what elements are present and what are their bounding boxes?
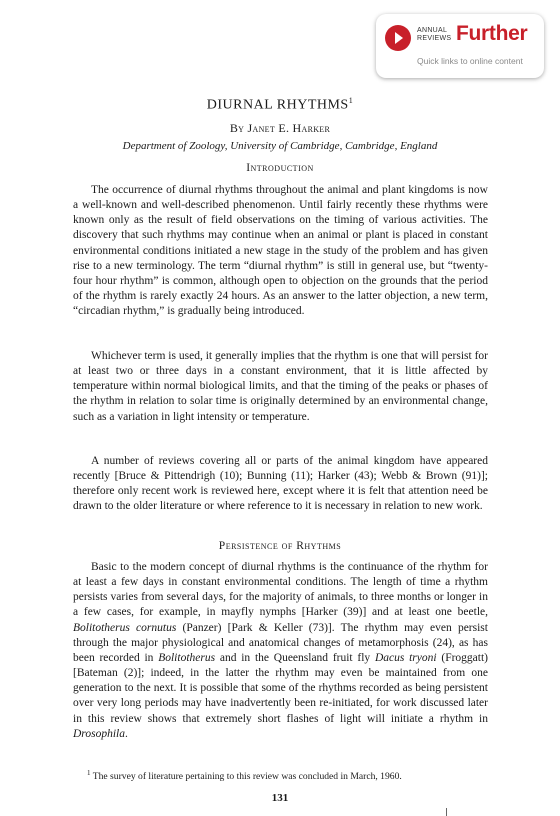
affiliation: Department of Zoology, University of Cambridge, Cambridge, England <box>122 140 438 152</box>
article-title <box>0 96 560 114</box>
species-bolitotherus-cornutus: Bolitotherus cornutus <box>73 621 177 634</box>
footnote-text: The survey of literature pertaining to this review was concluded in March, 1960. <box>92 771 402 783</box>
paragraph-3: A number of reviews covering all or parts of the animal kingdom have appeared recently [Bruce & Pittendrigh (10); Bunning (11); Harker (43); Webb & Brown (91)]; therefore only recent work is reviewed here, except where it is felt that attention need be drawn to the older literature or where reference to it is necessary in relation to new work. <box>73 455 488 513</box>
reviews-text: REVIEWS <box>417 35 452 42</box>
annual-reviews-logo <box>417 27 451 43</box>
footnote <box>73 769 488 782</box>
paragraph-2: Whichever term is used, it generally implies that the rhythm is one that will persist for at least two or three days in a constant environment, that it is little affected by temperature within normal biological limits, and that the timing of the peaks or phases of the rhythm in relation to solar time is originally determined by an environmental change, such as a variation in light intensity or temperature. <box>73 350 488 423</box>
section-heading-persistence: Persistence of Rhythms <box>218 540 342 552</box>
further-label: Further <box>456 22 528 45</box>
paragraph-4-text-e: and in the Queensland fruit fly <box>215 651 375 664</box>
paragraph-4-text-a: Basic to the modern concept of diurnal rhythms is the continuance of the rhythm for at least a few days in constant environmental conditions. The length of time a rhythm persists varies from several days, for the majority of animals, to three months or longer in a few cases, for example, in mayfly nymphs [Harker (39)] and at least one beetle, <box>73 561 488 619</box>
paragraph-4-text-i: . <box>124 727 128 740</box>
paragraph-1: The occurrence of diurnal rhythms throughout the animal and plant kingdoms is now a well-known and well-described phenomenon. Until fairly recently these rhythms were known only as the result of field observations on the timing of various activities. The discovery that such rhythms may continue when an animal or plant is placed in constant environmental conditions initiated a new stage in the study of the problem and has given rise to a new terminology. The term “diurnal rhythm” is still in general use, but “twenty-four hour rhythm” is common, although open to objection on the grounds that the period of the rhythm is rarely exactly 24 hours. As an answer to the latter objection, a new term, “circadian rhythm,” is gradually being introduced. <box>73 184 488 318</box>
article-title-text: DIURNAL RHYTHMS <box>206 97 349 113</box>
genus-drosophila: Drosophila <box>73 727 125 740</box>
paragraph-4 <box>73 560 488 742</box>
genus-bolitotherus: Bolitotherus <box>158 651 216 664</box>
page-number: 131 <box>271 792 289 804</box>
further-subtitle: Quick links to online content <box>417 56 523 66</box>
further-badge[interactable] <box>376 14 544 78</box>
title-footnote-marker: 1 <box>348 96 354 105</box>
author-line: By Janet E. Harker <box>229 121 331 135</box>
play-icon <box>385 25 411 51</box>
paragraph-4-text-c: (Panzer) [Park & Keller (73)]. The rhythm may even persist through the major physiological and anatomical changes of metamorphosis (24), as has been recorded in <box>73 621 488 664</box>
section-heading-introduction: Introduction <box>246 162 314 174</box>
paragraph-4-text-g: (Froggatt) [Bateman (2)]; indeed, in the latter the rhythm may even be maintained from one generation to the next. It is possible that some of the rhythms recorded as being persistent over very long periods may have inadvertently been re-initiated, for work discussed later in this review shows that extremely short flashes of light will initiate a rhythm in <box>73 651 488 725</box>
scan-mark <box>446 808 447 816</box>
footnote-marker: 1 <box>87 769 91 777</box>
annual-text: ANNUAL <box>417 27 448 34</box>
species-dacus-tryoni: Dacus tryoni <box>374 651 437 664</box>
